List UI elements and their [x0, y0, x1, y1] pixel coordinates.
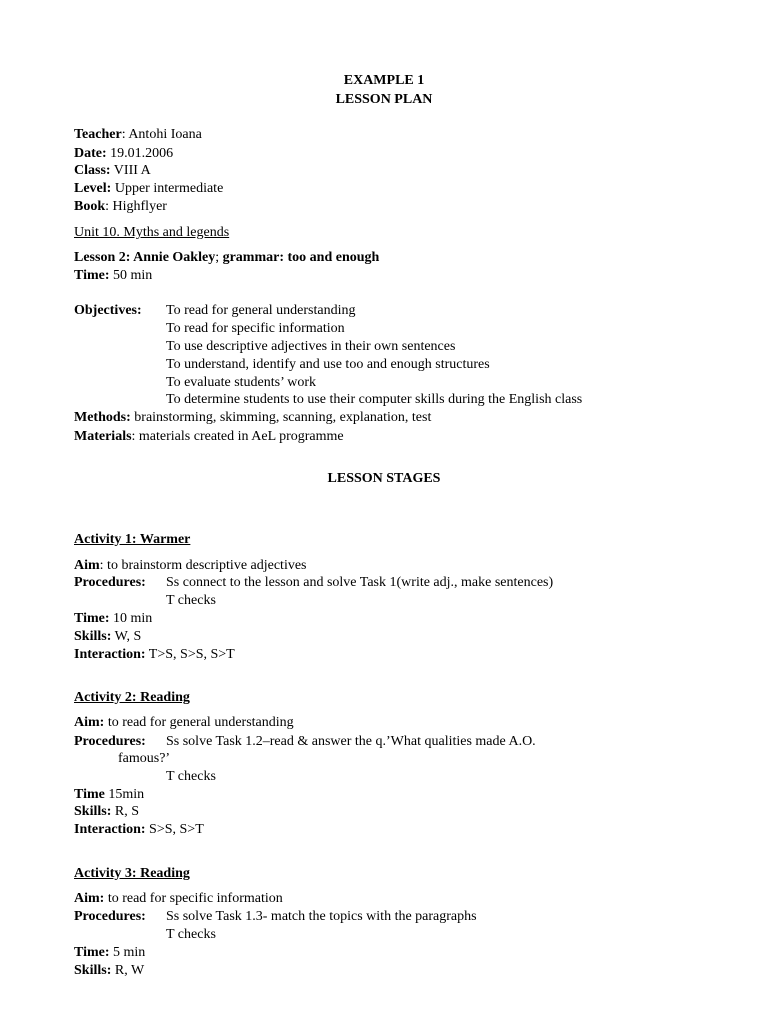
interaction-label: Interaction: — [74, 647, 146, 662]
teacher-line — [74, 126, 202, 144]
date-value: 19.01.2006 — [106, 146, 174, 161]
doc-subtitle: LESSON PLAN — [335, 92, 433, 107]
skills-value: R, S — [111, 804, 139, 819]
time-label: Time: — [74, 611, 110, 626]
activity-3-aim — [74, 890, 283, 908]
materials-label: Materials — [74, 429, 132, 444]
time-label: Time: — [74, 945, 110, 960]
lesson-time-line — [74, 267, 152, 285]
lesson-separator: ; — [215, 250, 223, 265]
level-line — [74, 180, 223, 198]
activity-3-procedures-check: T checks — [166, 927, 216, 942]
aim-value: to read for specific information — [104, 891, 283, 906]
activity-1-aim — [74, 557, 307, 575]
materials-value: : materials created in AeL programme — [131, 429, 344, 444]
methods-line — [74, 409, 431, 427]
activity-3-procedures-label: Procedures: — [74, 909, 146, 924]
time-value: 10 min — [109, 611, 153, 626]
activity-2-aim — [74, 714, 294, 732]
activity-2-heading: Activity 2: Reading — [74, 690, 190, 705]
time-value: 5 min — [109, 945, 146, 960]
book-label: Book — [74, 199, 106, 214]
objective-item: To read for general understanding — [166, 303, 356, 318]
activity-1-time — [74, 610, 152, 628]
lesson-stages-heading: LESSON STAGES — [327, 471, 441, 486]
lesson-line — [74, 249, 379, 267]
activity-3-skills — [74, 962, 144, 980]
objective-item: To use descriptive adjectives in their own sentences — [166, 339, 456, 354]
methods-label: Methods: — [74, 410, 131, 425]
skills-value: R, W — [111, 963, 145, 978]
aim-label: Aim: — [74, 715, 105, 730]
class-line — [74, 162, 151, 180]
activity-2-procedures-label: Procedures: — [74, 734, 146, 749]
objective-item: To evaluate students’ work — [166, 375, 316, 390]
activity-2-procedures-cont: famous?’ — [118, 751, 171, 766]
lesson-grammar: grammar: too and enough — [222, 250, 380, 265]
objective-item: To determine students to use their computer skills during the English class — [166, 392, 583, 407]
teacher-label: Teacher — [74, 127, 122, 142]
level-label: Level: — [74, 181, 112, 196]
lesson-time-value: 50 min — [109, 268, 153, 283]
interaction-value: S>S, S>T — [145, 822, 204, 837]
objectives-label: Objectives: — [74, 303, 142, 318]
activity-1-interaction — [74, 646, 235, 664]
teacher-value: : Antohi Ioana — [121, 127, 202, 142]
aim-label: Aim: — [74, 891, 105, 906]
aim-value: : to brainstorm descriptive adjectives — [99, 558, 307, 573]
aim-label: Aim — [74, 558, 100, 573]
objective-item: To understand, identify and use too and enough structures — [166, 357, 490, 372]
activity-2-interaction — [74, 821, 204, 839]
unit-title: Unit 10. Myths and legends — [74, 225, 230, 240]
materials-line — [74, 428, 344, 446]
activity-2-time — [74, 786, 144, 804]
date-line — [74, 145, 173, 163]
methods-value: brainstorming, skimming, scanning, explanation, test — [130, 410, 432, 425]
activity-1-heading: Activity 1: Warmer — [74, 532, 191, 547]
aim-value: to read for general understanding — [104, 715, 294, 730]
activity-2-skills — [74, 803, 139, 821]
activity-3-heading: Activity 3: Reading — [74, 866, 190, 881]
lesson-title: Lesson 2: Annie Oakley — [74, 250, 216, 265]
skills-label: Skills: — [74, 629, 112, 644]
time-value: 15min — [104, 787, 145, 802]
skills-label: Skills: — [74, 963, 112, 978]
activity-1-skills — [74, 628, 141, 646]
class-value: VIII A — [110, 163, 151, 178]
doc-title: EXAMPLE 1 — [343, 73, 425, 88]
date-label: Date: — [74, 146, 107, 161]
activity-1-procedures-check: T checks — [166, 593, 216, 608]
activity-1-procedures-label: Procedures: — [74, 575, 146, 590]
activity-3-time — [74, 944, 145, 962]
level-value: Upper intermediate — [111, 181, 224, 196]
interaction-value: T>S, S>S, S>T — [145, 647, 235, 662]
book-line — [74, 198, 167, 216]
activity-3-procedures: Ss solve Task 1.3- match the topics with the paragraphs — [166, 909, 477, 924]
time-label: Time — [74, 787, 105, 802]
activity-2-procedures: Ss solve Task 1.2–read & answer the q.’What qualities made A.O. — [166, 734, 536, 749]
skills-label: Skills: — [74, 804, 112, 819]
interaction-label: Interaction: — [74, 822, 146, 837]
skills-value: W, S — [111, 629, 142, 644]
class-label: Class: — [74, 163, 111, 178]
objective-item: To read for specific information — [166, 321, 345, 336]
activity-2-procedures-check: T checks — [166, 769, 216, 784]
lesson-time-label: Time: — [74, 268, 110, 283]
book-value: : Highflyer — [105, 199, 167, 214]
activity-1-procedures: Ss connect to the lesson and solve Task 1(write adj., make sentences) — [166, 575, 554, 590]
